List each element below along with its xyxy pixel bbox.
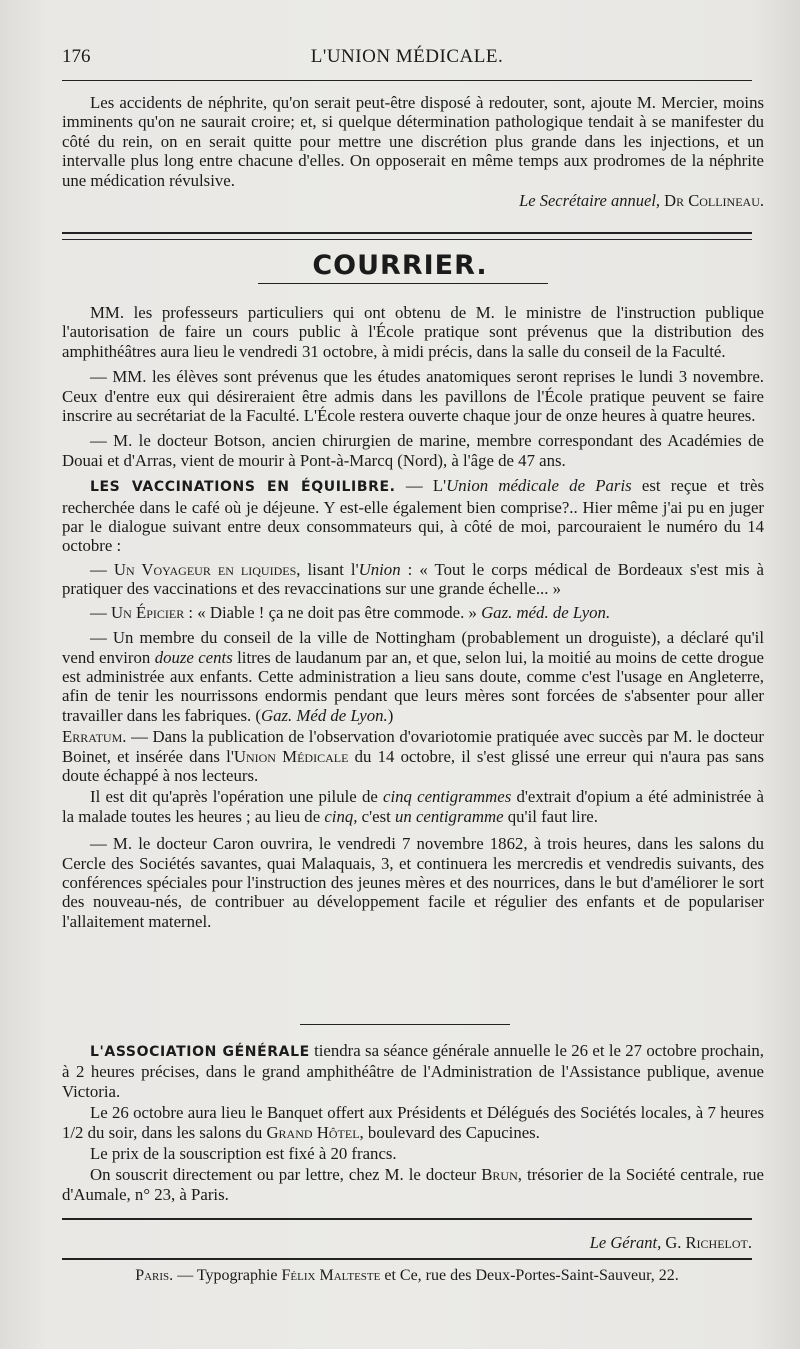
opening-signature (62, 191, 764, 210)
association-p2-text-2: , boulevard des Capucines. (359, 1122, 540, 1142)
association-p4-text-2: , trésorier de la Société centrale, rue d'Aumale, n° 23, à Paris. (62, 1165, 764, 1204)
correction-text-3: c'est (357, 806, 395, 826)
imprint-printer: Félix Malteste (281, 1267, 381, 1284)
association-p4-text-1: On souscrit directement ou par lettre, chez M. le docteur (90, 1165, 482, 1185)
courrier-p1: MM. les professeurs particuliers qui ont obtenu de M. le ministre de l'instruction publique l'autorisation de faire un cours public à l'École pratique sont prévenus que la distribution des amphithéâtres aura lieu le vendredi 31 octobre, à midi précis, dans la salle du conseil de la Faculté. (62, 303, 764, 361)
grand-hotel: Grand Hôtel (266, 1122, 360, 1142)
erratum-journal: Union Médicale (233, 746, 349, 766)
signature-role: Le Secrétaire annuel, (519, 191, 661, 211)
section-double-rule (62, 232, 752, 240)
correction-text-1: Il est dit qu'après l'opération une pilule de (90, 787, 384, 807)
gerant-name: G. Richelot. (665, 1233, 752, 1252)
association-lead: L'ASSOCIATION GÉNÉRALE (90, 1044, 310, 1060)
epicier-lead: — Un Épicier : (90, 602, 194, 622)
nottingham-paragraph (62, 628, 764, 725)
journal-title: L'UNION MÉDICALE. (310, 46, 504, 67)
association-p2 (62, 1103, 764, 1142)
courrier-p2: — MM. les élèves sont prévenus que les études anatomiques seront reprises le lundi 3 novembre. Ceux d'entre eux qui désireraient être admis dans les pavillons de l'École pratique peuvent se faire inscrire au secrétariat de la Faculté. L'École restera ouverte chaque jour de onze heures à quatre heures. (62, 367, 764, 426)
correction-text-2: d'extrait d'opium a été administrée à la malade toutes les heures ; au lieu de (62, 787, 764, 826)
vaccinations-paragraph (62, 476, 764, 556)
correction-italic-1: cinq centigrammes (383, 787, 512, 807)
erratum-text-1: — Dans la publication de l'observation d'ovariotomie pratiquée avec succès par M. le docteur Boinet, et insérée dans l' (62, 727, 764, 766)
imprint-city: Paris. (135, 1267, 174, 1284)
epicier-text: « Diable ! ça ne doit pas être commode. » (193, 602, 482, 622)
footer-rule-bottom (62, 1258, 752, 1260)
tresorier-name: Brun (481, 1165, 518, 1185)
vaccinations-dash: — L' (395, 476, 447, 496)
opening-paragraph: Les accidents de néphrite, qu'on serait peut-être disposé à redouter, sont, ajoute M. Mercier, moins imminents qu'on ne saurait croire; et, si quelque détermination pathologique tendait à se manifester du côté du rein, on en serait quitte pour mettre une discrétion plus grande dans les injections, et un intervalle plus long entre chacune d'elles. On opposerait en même temps aux prodromes de la néphrite une médication révulsive. (62, 93, 764, 190)
correction-text-4: qu'il faut lire. (503, 806, 598, 826)
imprint-line (62, 1267, 752, 1285)
nottingham-source: Gaz. Méd de Lyon. (260, 705, 388, 725)
nottingham-text-1: — Un membre du conseil de la ville de Nottingham (probablement un droguiste), a déclaré qu'il vend environ (62, 628, 764, 667)
association-p1 (62, 1041, 764, 1101)
courrier-block (62, 303, 764, 931)
voyageur-lisant: lisant l' (300, 559, 359, 579)
caron-paragraph: — M. le docteur Caron ouvrira, le vendredi 7 novembre 1862, à trois heures, dans les salons du Cercle des Sociétés savantes, quai Malaquais, 3, et continuera les mercredis et vendredis suivants, des conférences spéciales pour l'instruction des jeunes mères et des nourrices, dans le but d'améliorer le sort des nouveau-nés, de contribuer au développement facile et régulier des enfants et de populariser l'allaitement maternel. (62, 834, 764, 931)
vaccinations-text: est reçue et très recherchée dans le café où je déjeune. Y est-elle également bien comprise?.. Hier même j'ai pu en juger par le dialogue suivant entre deux consommateurs qui, à côté de moi, parcouraient le numéro du 14 octobre : (62, 476, 764, 556)
header-rule (62, 80, 752, 81)
voyageur-paragraph (62, 560, 764, 599)
gerant-signature (62, 1233, 752, 1253)
erratum-correction (62, 787, 764, 826)
correction-italic-3: un centigramme (394, 806, 504, 826)
voyageur-text: : « Tout le corps médical de Bordeaux s'est mis à pratiquer des vaccinations et des revaccinations sur une grande échelle... » (62, 559, 765, 599)
association-p2-text-1: Le 26 octobre aura lieu le Banquet offert aux Présidents et Délégués des Sociétés locales, à 7 heures 1/2 du soir, dans les salons du (62, 1103, 764, 1142)
section-separator (300, 1024, 510, 1025)
association-block (62, 1041, 764, 1204)
vaccinations-lead: LES VACCINATIONS EN ÉQUILIBRE. (90, 479, 396, 496)
imprint-text-2: et Ce, rue des Deux-Portes-Saint-Sauveur, 22. (380, 1267, 679, 1284)
voyageur-lead: — Un Voyageur en liquides, (90, 559, 301, 579)
nottingham-end: ) (387, 705, 394, 725)
vaccinations-journal: Union médicale de Paris (446, 476, 632, 496)
erratum-lead: Erratum. (62, 727, 127, 747)
epicier-source: Gaz. méd. de Lyon. (481, 602, 611, 622)
footer-rule-top (62, 1218, 752, 1220)
courrier-p3: — M. le docteur Botson, ancien chirurgien de marine, membre correspondant des Académies de Douai et d'Arras, vient de mourir à Pont-à-Marcq (Nord), à l'âge de 47 ans. (62, 431, 764, 470)
gerant-role: Le Gérant, (589, 1233, 662, 1252)
correction-italic-2: cinq, (324, 806, 358, 826)
epicier-paragraph (62, 603, 764, 622)
section-title: COURRIER. (312, 250, 488, 281)
page-header (62, 42, 752, 76)
association-p1-text: tiendra sa séance générale annuelle le 26 et le 27 octobre prochain, à 2 heures précises, dans le grand amphithéâtre de l'Administration de l'Assistance publique, avenue Victoria. (62, 1041, 764, 1101)
imprint-text-1: — Typographie (173, 1267, 282, 1284)
nottingham-italic: douze cents (154, 647, 233, 667)
signature-name: Dr Collineau. (664, 191, 764, 211)
opening-block (62, 93, 764, 210)
page-number: 176 (62, 46, 91, 67)
association-p3: Le prix de la souscription est fixé à 20 francs. (90, 1144, 397, 1164)
erratum-paragraph (62, 727, 764, 785)
section-title-underline (258, 283, 548, 284)
nottingham-text-2: litres de laudanum par an, et que, selon lui, la moitié au moins de cette drogue est administrée aux enfants. Cette administration a lieu sans doute, comme c'est l'usage en Angleterre, afin de tenir les nourrissons endormis pendant que leurs mères sont forcées de s'absenter pour aller travailler dans les fabriques. ( (62, 647, 764, 725)
association-p4 (62, 1165, 764, 1204)
erratum-text-2: du 14 octobre, il s'est glissé une erreur qui n'aura pas sans doute échappé à nos lecteurs. (62, 746, 764, 785)
voyageur-union: Union (358, 559, 401, 579)
